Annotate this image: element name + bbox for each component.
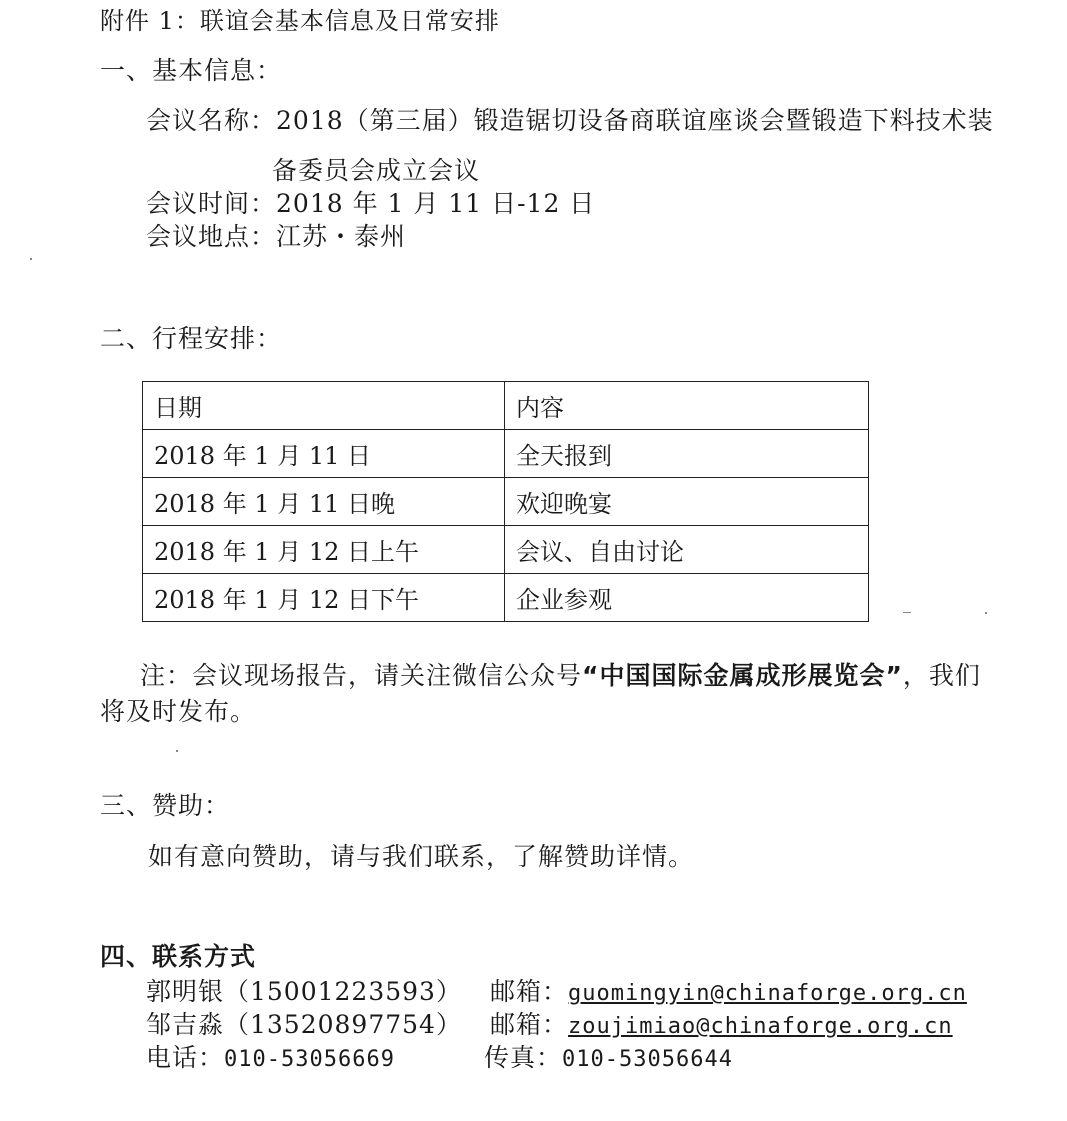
contact-2-email-link[interactable]: zoujimiao@chinaforge.org.cn [568, 1014, 953, 1039]
contact-1-email-row [490, 977, 967, 1009]
meeting-place-row [146, 222, 406, 252]
table-cell-content: 欢迎晚宴 [505, 478, 869, 526]
contact-1-name: 郭明银（15001223593） [146, 977, 462, 1006]
phone-value: 010-53056669 [224, 1047, 395, 1072]
fax-row [484, 1043, 733, 1075]
table-header-content: 内容 [505, 382, 869, 430]
sponsor-text: 如有意向赞助，请与我们联系，了解赞助详情。 [148, 842, 695, 871]
contact-1-email-link[interactable]: guomingyin@chinaforge.org.cn [568, 981, 967, 1006]
scan-speck [30, 258, 32, 260]
table-row [143, 526, 869, 574]
section-contact-heading: 四、联系方式 [100, 942, 257, 971]
note-prefix: 注：会议现场报告，请关注微信公众号 [140, 661, 583, 690]
meeting-place-label: 会议地点： [146, 222, 277, 251]
note-suffix: ，我们将及时发布。 [100, 661, 981, 726]
meeting-place-value: 江苏・泰州 [276, 222, 407, 251]
meeting-name-label: 会议名称： [146, 106, 277, 135]
table-cell-content: 企业参观 [505, 574, 869, 622]
meeting-time-value: 2018 年 1 月 11 日-12 日 [276, 189, 596, 218]
attachment-title: 附件 1：联谊会基本信息及日常安排 [100, 7, 500, 35]
fax-value: 010-53056644 [562, 1047, 733, 1072]
fax-label: 传真： [484, 1043, 563, 1072]
table-header-row [143, 382, 869, 430]
meeting-time-label: 会议时间： [146, 189, 277, 218]
scan-speck [176, 750, 178, 752]
table-row [143, 574, 869, 622]
section-schedule-heading: 二、行程安排： [100, 324, 283, 353]
table-row [143, 478, 869, 526]
table-row [143, 430, 869, 478]
table-cell-content: 会议、自由讨论 [505, 526, 869, 574]
contact-2-email-label: 邮箱： [490, 1010, 569, 1039]
phone-row [146, 1043, 395, 1075]
contact-2-name: 邹吉淼（13520897754） [146, 1010, 462, 1039]
table-cell-date: 2018 年 1 月 12 日下午 [143, 574, 505, 622]
meeting-name-row [146, 106, 994, 136]
meeting-name-value: 2018（第三届）锻造锯切设备商联谊座谈会暨锻造下料技术装 [276, 106, 994, 135]
table-header-date: 日期 [143, 382, 505, 430]
scan-speck [903, 612, 911, 613]
table-cell-date: 2018 年 1 月 11 日 [143, 430, 505, 478]
schedule-table [142, 381, 869, 622]
contact-1-email-label: 邮箱： [490, 977, 569, 1006]
wechat-note [100, 658, 1000, 730]
table-cell-date: 2018 年 1 月 12 日上午 [143, 526, 505, 574]
phone-label: 电话： [146, 1043, 225, 1072]
section-sponsor-heading: 三、赞助： [100, 791, 231, 820]
scan-speck [985, 612, 987, 614]
meeting-time-row [146, 189, 595, 219]
section-basic-info-heading: 一、基本信息： [100, 56, 283, 85]
table-cell-content: 全天报到 [505, 430, 869, 478]
contact-2-email-row [490, 1010, 953, 1042]
meeting-name-value-cont: 备委员会成立会议 [272, 156, 481, 185]
note-wechat-account: “中国国际金属成形展览会” [582, 661, 903, 690]
table-cell-date: 2018 年 1 月 11 日晚 [143, 478, 505, 526]
